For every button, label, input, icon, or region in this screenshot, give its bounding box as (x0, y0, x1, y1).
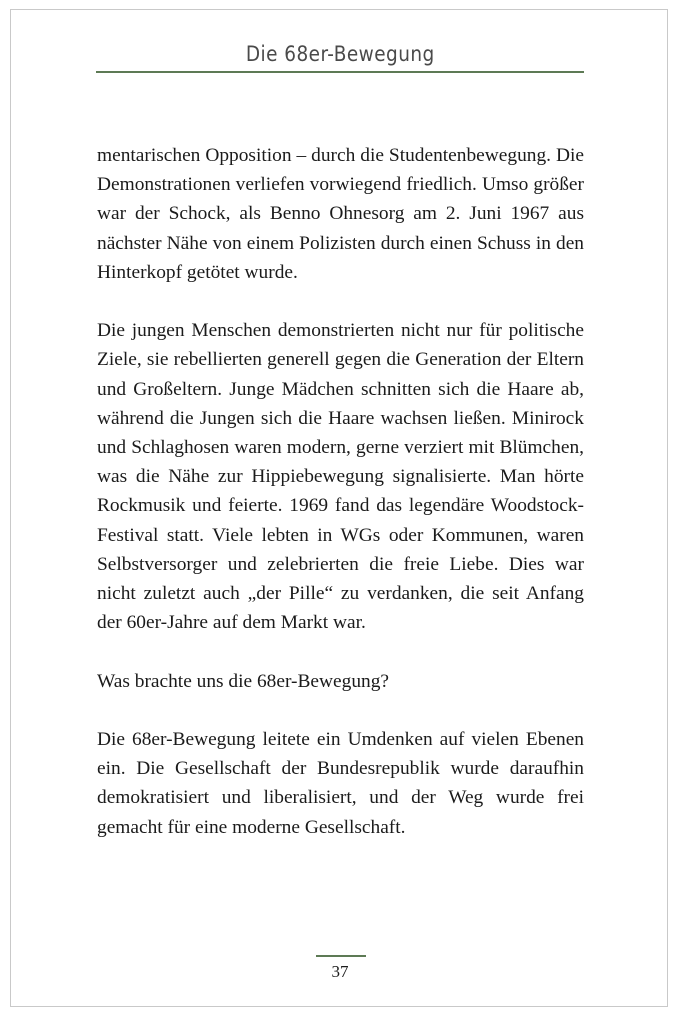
page-number: 37 (331, 962, 349, 981)
paragraph-question: Was brachte uns die 68er-Bewegung? (97, 670, 390, 692)
running-header (96, 40, 584, 68)
chapter-title: Die 68er-Bewegung (245, 42, 435, 66)
footer-divider (316, 955, 366, 957)
paragraph-outcome: Die 68er-Bewegung leitete ein Umdenken auf vielen Ebenen ein. Die Gesellschaft der Bundesrepublik wurde daraufhin demokratisiert und liberalisiert, und der Weg wurde frei gemacht für eine moderne Gesellschaft. (97, 729, 584, 838)
body-text (97, 141, 584, 871)
paragraph-youth-culture: Die jungen Menschen demonstrierten nicht nur für politische Ziele, sie rebellierten generell gegen die Generation der Eltern und Großeltern. Junge Mädchen schnitten sich die Haare ab, während die Jungen sich die Haare wachsen ließen. Minirock und Schlaghosen waren modern, gerne verziert mit Blümchen, was die Nähe zur Hippiebewegung signalisierte. Man hörte Rockmusik und feierte. 1969 fand das legendäre Woodstock-Festival statt. Viele lebten in WGs oder Kommunen, waren Selbstversorger und zelebrierten die freie Liebe. Dies war nicht zuletzt auch „der Pille“ zu verdanken, die seit Anfang der 60er-Jahre auf dem Markt war. (97, 320, 584, 634)
paragraph-opposition: mentarischen Opposition – durch die Studentenbewegung. Die Demonstrationen verliefen vorwiegend friedlich. Umso größer war der Schock, als Benno Ohnesorg am 2. Juni 1967 aus nächster Nähe von einem Polizisten durch einen Schuss in den Hinterkopf getötet wurde. (97, 145, 584, 283)
header-divider (96, 71, 584, 73)
